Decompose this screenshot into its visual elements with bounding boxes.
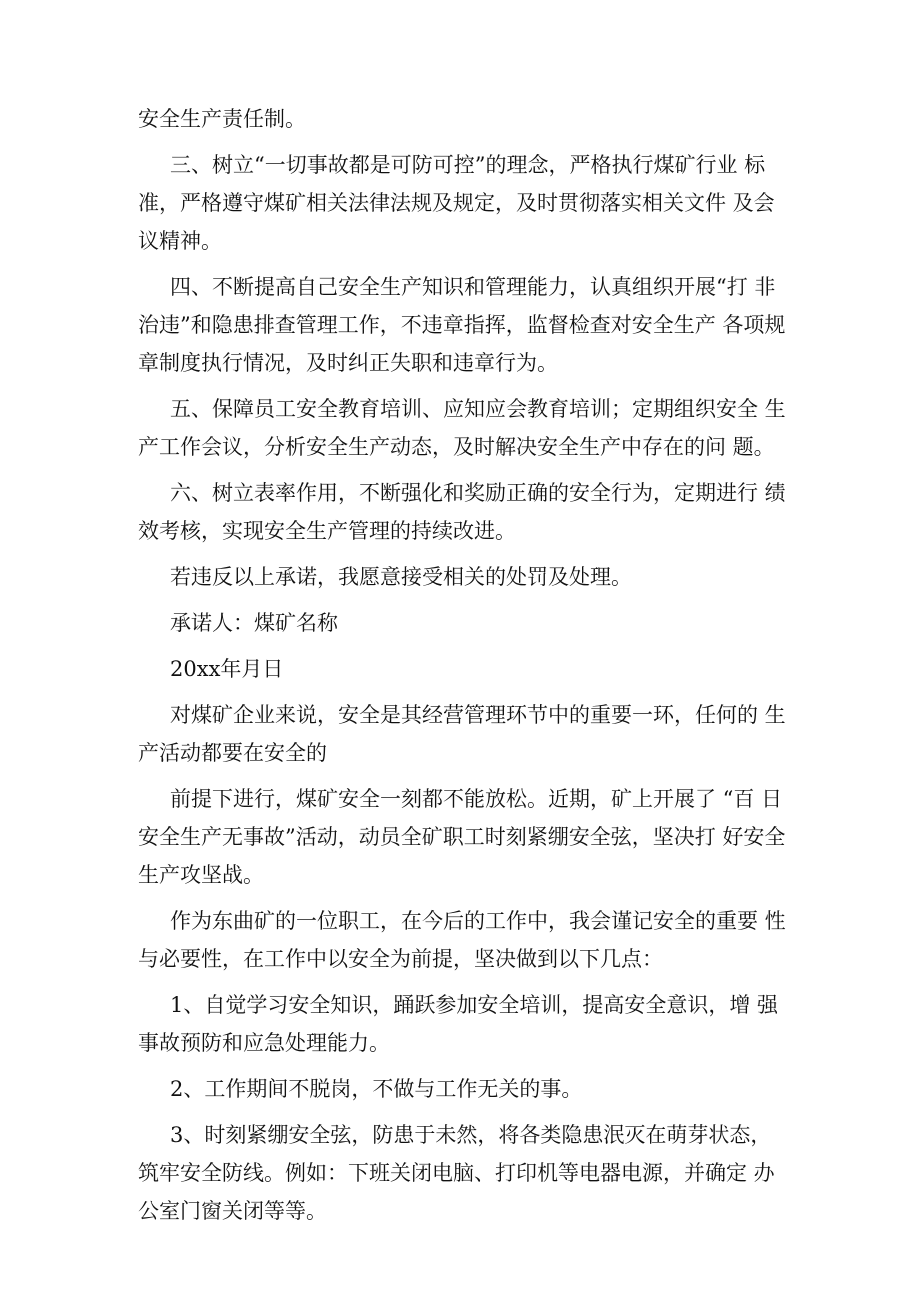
paragraph-promisor: 承诺人：煤矿名称 bbox=[170, 611, 338, 635]
paragraph-item-two: 2、工作期间不脱岗，不做与工作无关的事。 bbox=[170, 1077, 583, 1101]
paragraph-date: 20xx年月日 bbox=[170, 657, 284, 681]
paragraph-point-six: 六、树立表率作用，不断强化和奖励正确的安全行为，定期进行 绩效考核，实现安全生产管理的持续改进。 bbox=[138, 481, 786, 543]
paragraph-responsibility-system: 安全生产责任制。 bbox=[138, 107, 306, 131]
paragraph-point-three: 三、树立“一切事故都是可防可控”的理念，严格执行煤矿行业 标准，严格遵守煤矿相关法律法规及规定，及时贯彻落实相关文件 及会议精神。 bbox=[138, 153, 775, 253]
paragraph-intro-safety: 对煤矿企业来说，安全是其经营管理环节中的重要一环，任何的 生产活动都要在安全的 bbox=[138, 703, 786, 765]
paragraph-violation-statement: 若违反以上承诺，我愿意接受相关的处罚及处理。 bbox=[170, 565, 632, 589]
paragraph-point-five: 五、保障员工安全教育培训、应知应会教育培训；定期组织安全 生产工作会议，分析安全生产动态，及时解决安全生产中存在的问 题。 bbox=[138, 397, 786, 459]
paragraph-item-three: 3、时刻紧绷安全弦，防患于未然，将各类隐患泯灭在萌芽状态，筑牢安全防线。例如：下班关闭电脑、打印机等电器电源，并确定 办公室门窗关闭等等。 bbox=[138, 1123, 775, 1223]
paragraph-item-one: 1、自觉学习安全知识，踊跃参加安全培训，提高安全意识，增 强事故预防和应急处理能力。 bbox=[138, 993, 779, 1055]
paragraph-employee-commitment: 作为东曲矿的一位职工，在今后的工作中，我会谨记安全的重要 性与必要性，在工作中以安全为前提，坚决做到以下几点： bbox=[138, 909, 786, 971]
paragraph-point-four: 四、不断提高自己安全生产知识和管理能力，认真组织开展“打 非治违”和隐患排查管理工作，不违章指挥，监督检查对安全生产 各项规章制度执行情况，及时纠正失职和违章行为。 bbox=[138, 275, 786, 375]
paragraph-campaign: 前提下进行，煤矿安全一刻都不能放松。近期，矿上开展了 “百 日安全生产无事故”活动，动员全矿职工时刻紧绷安全弦，坚决打 好安全生产攻坚战。 bbox=[138, 787, 786, 887]
